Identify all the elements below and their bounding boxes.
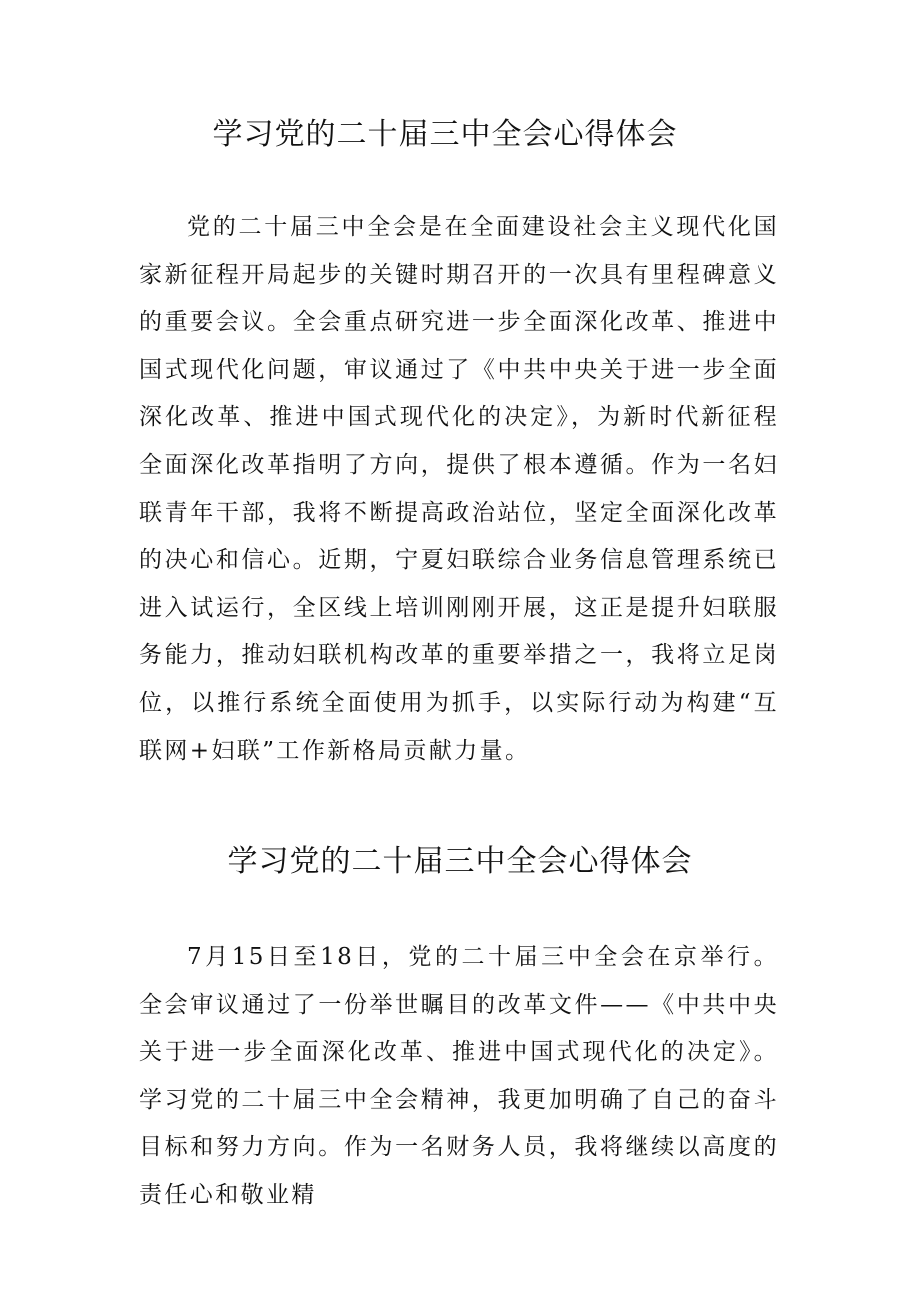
section-1-paragraph: 党的二十届三中全会是在全面建设社会主义现代化国家新征程开局起步的关键时期召开的一次具有里程碑意义的重要会议。全会重点研究进一步全面深化改革、推进中国式现代化问题，审议通过了《中共中央关于进一步全面深化改革、推进中国式现代化的决定》，为新时代新征程全面深化改革指明了方向，提供了根本遵循。作为一名妇联青年干部，我将不断提高政治站位，坚定全面深化改革的决心和信心。近期，宁夏妇联综合业务信息管理系统已进入试运行，全区线上培训刚刚开展，这正是提升妇联服务能力，推动妇联机构改革的重要举措之一，我将立足岗位，以推行系统全面使用为抓手，以实际行动为构建“互联网+妇联”工作新格局贡献力量。 — [139, 214, 779, 764]
section-2-title: 学习党的二十届三中全会心得体会 — [227, 844, 693, 879]
section-1-title: 学习党的二十届三中全会心得体会 — [212, 117, 678, 152]
section-2-paragraph: 7月15日至18日，党的二十届三中全会在京举行。全会审议通过了一份举世瞩目的改革文件——《中共中央关于进一步全面深化改革、推进中国式现代化的决定》。学习党的二十届三中全会精神，我更加明确了自己的奋斗目标和努力方向。作为一名财务人员，我将继续以高度的责任心和敬业精 — [139, 944, 779, 1208]
